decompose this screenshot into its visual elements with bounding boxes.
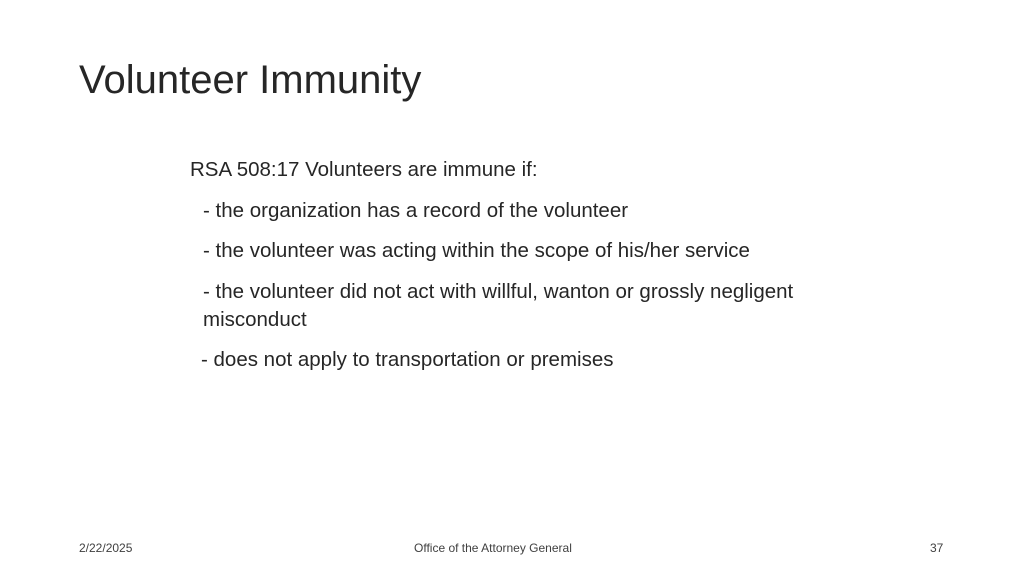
condition-item: - the volunteer was acting within the scope of his/her service [203, 239, 750, 262]
condition-item: - the volunteer did not act with willful, wanton or grossly negligent misconduct [203, 280, 794, 331]
statute-heading: RSA 508:17 Volunteers are immune if: [190, 158, 538, 181]
slide-title: Volunteer Immunity [79, 58, 422, 102]
footer-date: 2/22/2025 [79, 541, 133, 555]
exception-item: - does not apply to transportation or premises [201, 348, 614, 371]
footer-organization: Office of the Attorney General [414, 541, 572, 555]
footer-page-number: 37 [930, 541, 944, 555]
condition-item: - the organization has a record of the volunteer [203, 199, 629, 222]
